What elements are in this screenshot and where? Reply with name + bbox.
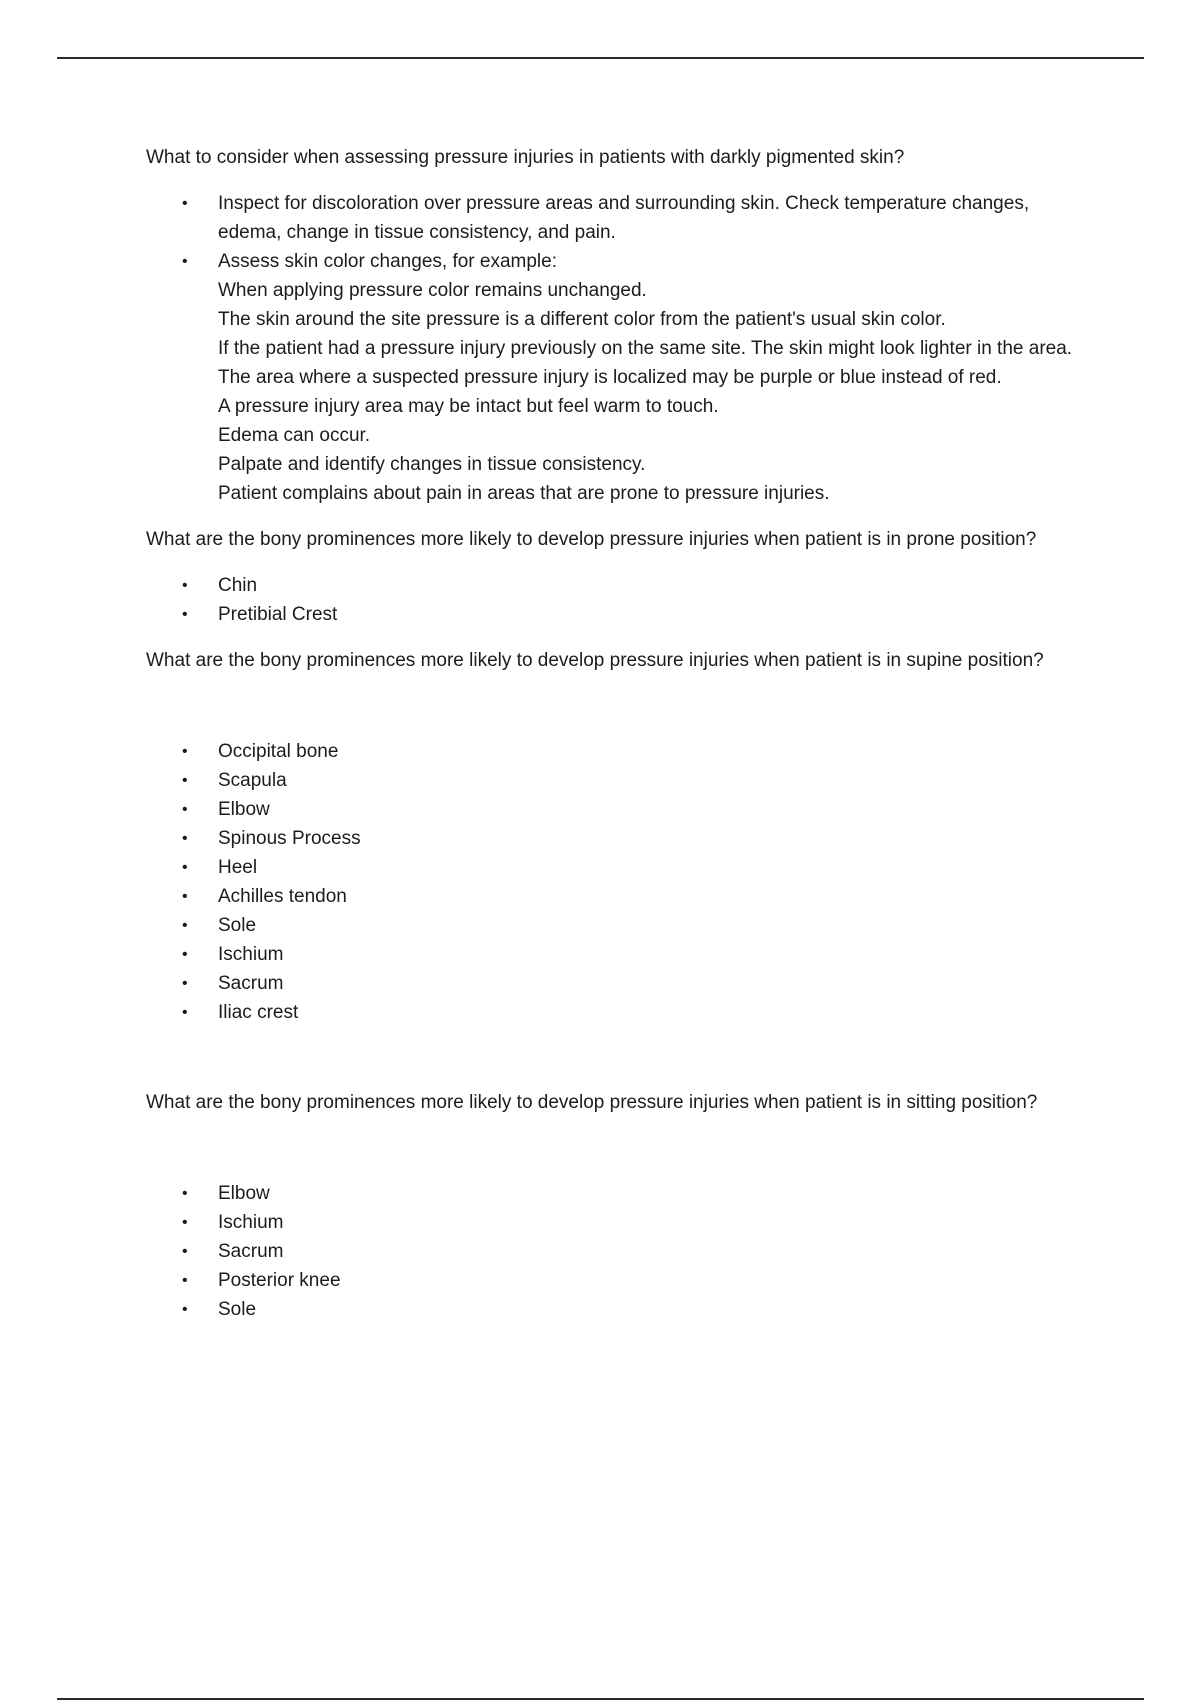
- question-dark-skin-assessment: What to consider when assessing pressure injuries in patients with darkly pigmented skin?: [146, 147, 905, 168]
- list-item: [182, 998, 1091, 1027]
- sub-line: Patient complains about pain in areas that are prone to pressure injuries.: [218, 483, 830, 504]
- list-item: [182, 766, 1091, 795]
- bullet-icon: •: [182, 859, 188, 876]
- question-prone-position: What are the bony prominences more likely to develop pressure injuries when patient is in prone position?: [146, 529, 1037, 550]
- bullet-icon: •: [182, 801, 188, 818]
- bullet-icon: •: [182, 946, 188, 963]
- list-item-text: Ischium: [218, 944, 284, 965]
- bullet-icon: •: [182, 917, 188, 934]
- list-item-text: Iliac crest: [218, 1002, 299, 1023]
- answer-list-dark-skin: [146, 189, 1091, 508]
- bullet-icon: •: [182, 253, 188, 270]
- bullet-icon: •: [182, 1243, 188, 1260]
- list-item: [182, 600, 1091, 629]
- list-item-text: Spinous Process: [218, 828, 361, 849]
- bullet-icon: •: [182, 888, 188, 905]
- list-item: [182, 1208, 1091, 1237]
- list-item-text: Sacrum: [218, 1241, 284, 1262]
- list-item: [182, 795, 1091, 824]
- list-item: [182, 940, 1091, 969]
- bullet-icon: •: [182, 1301, 188, 1318]
- list-item-text: Scapula: [218, 770, 287, 791]
- list-item-text: Assess skin color changes, for example:: [218, 251, 557, 272]
- bullet-icon: •: [182, 830, 188, 847]
- list-item-text: Chin: [218, 575, 258, 596]
- sub-line: When applying pressure color remains unchanged.: [218, 280, 647, 301]
- header-rule: [57, 57, 1144, 59]
- question-supine-position: What are the bony prominences more likely to develop pressure injuries when patient is in supine position?: [146, 650, 1044, 671]
- list-item: [182, 911, 1091, 940]
- spacer: [146, 1117, 1091, 1162]
- list-item: [182, 824, 1091, 853]
- document-body: [146, 143, 1091, 1341]
- list-item: [182, 189, 1091, 247]
- list-item-text: Heel: [218, 857, 258, 878]
- list-item: [182, 737, 1091, 766]
- list-item: [182, 882, 1091, 911]
- list-item-text: Ischium: [218, 1212, 284, 1233]
- sub-line: A pressure injury area may be intact but feel warm to touch.: [218, 396, 719, 417]
- answer-list-sitting: [146, 1179, 1091, 1324]
- bullet-icon: •: [182, 606, 188, 623]
- list-item: [182, 247, 1091, 508]
- bullet-icon: •: [182, 195, 188, 212]
- bullet-icon: •: [182, 1214, 188, 1231]
- list-item: [182, 1295, 1091, 1324]
- spacer: [146, 675, 1091, 720]
- list-item: [182, 1237, 1091, 1266]
- sub-line: Edema can occur.: [218, 425, 371, 446]
- list-item-text: Achilles tendon: [218, 886, 347, 907]
- list-item: [182, 853, 1091, 882]
- answer-list-supine: [146, 737, 1091, 1027]
- sub-line: The skin around the site pressure is a different color from the patient's usual skin color.: [218, 309, 946, 330]
- spacer: [146, 1044, 1091, 1088]
- list-item-text: Occipital bone: [218, 741, 339, 762]
- list-item-text: Pretibial Crest: [218, 604, 338, 625]
- bullet-icon: •: [182, 577, 188, 594]
- sub-line: The area where a suspected pressure injury is localized may be purple or blue instead of red.: [218, 367, 1002, 388]
- sub-line: If the patient had a pressure injury previously on the same site. The skin might look lighter in the area.: [218, 338, 1073, 359]
- list-item-text: Sole: [218, 915, 257, 936]
- sub-line: Palpate and identify changes in tissue consistency.: [218, 454, 646, 475]
- list-item: [182, 969, 1091, 998]
- bullet-icon: •: [182, 743, 188, 760]
- list-item: [182, 571, 1091, 600]
- bullet-icon: •: [182, 975, 188, 992]
- list-item: [182, 1266, 1091, 1295]
- bullet-icon: •: [182, 772, 188, 789]
- answer-list-prone: [146, 571, 1091, 629]
- list-item-text: Posterior knee: [218, 1270, 341, 1291]
- bullet-icon: •: [182, 1272, 188, 1289]
- list-item: [182, 1179, 1091, 1208]
- list-item-text: Elbow: [218, 799, 270, 820]
- list-item-text: Sacrum: [218, 973, 284, 994]
- question-sitting-position: What are the bony prominences more likely to develop pressure injuries when patient is in sitting position?: [146, 1092, 1038, 1113]
- list-item-text: Sole: [218, 1299, 257, 1320]
- bullet-icon: •: [182, 1185, 188, 1202]
- list-item-text: Inspect for discoloration over pressure areas and surrounding skin. Check temperature changes, edema, change in tissue consistency, and pain.: [218, 193, 1030, 243]
- list-item-text: Elbow: [218, 1183, 270, 1204]
- bullet-icon: •: [182, 1004, 188, 1021]
